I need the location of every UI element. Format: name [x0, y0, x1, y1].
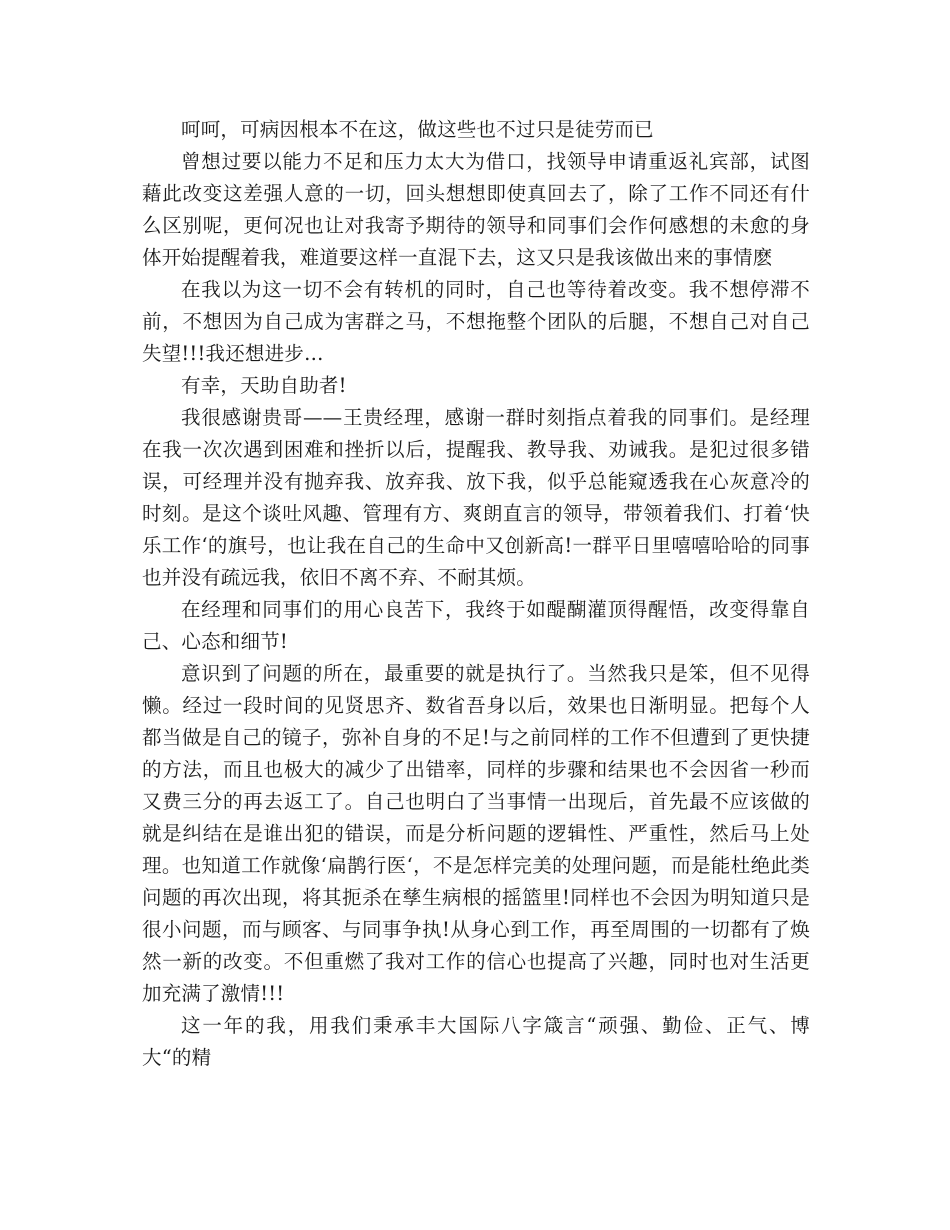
paragraph: 呵呵，可病因根本不在这，做这些也不过只是徒劳而已: [181, 118, 654, 141]
paragraph: 我很感谢贵哥——王贵经理，感谢一群时刻指点着我的同事们。是经理在我一次次遇到困难和挫折以后，提醒我、教导我、劝诫我。是犯过很多错误，可经理并没有抛弃我、放弃我、放下我，似乎总能窥透我在心灰意冷的时刻。是这个谈吐风趣、管理有方、爽朗直言的领导，带领着我们、打着‘快乐工作‘的旗号，也让我在自己的生命中又创新高!一群平日里嘻嘻哈哈的同事也并没有疏远我，依旧不离不弃、不耐其烦。: [142, 406, 810, 589]
paragraph: 曾想过要以能力不足和压力太大为借口，找领导申请重返礼宾部，试图藉此改变这差强人意的一切，回头想想即使真回去了，除了工作不同还有什么区别呢，更何况也让对我寄予期待的领导和同事们会作何感想的未愈的身体开始提醒着我，难道要这样一直混下去，这又只是我该做出来的事情麽: [142, 150, 810, 269]
paragraph: 在我以为这一切不会有转机的同时，自己也等待着改变。我不想停滞不前，不想因为自己成为害群之马，不想拖整个团队的后腿，不想自己对自己失望!!!我还想进步…: [142, 278, 810, 365]
paragraph: 意识到了问题的所在，最重要的就是执行了。当然我只是笨，但不见得懒。经过一段时间的见贤思齐、数省吾身以后，效果也日渐明显。把每个人都当做是自己的镜子，弥补自身的不足!与之前同样的工作不但遭到了更快捷的方法，而且也极大的减少了出错率，同样的步骤和结果也不会因省一秒而又费三分的再去返工了。自己也明白了当事情一出现后，首先最不应该做的就是纠结在是谁出犯的错误，而是分析问题的逻辑性、严重性，然后马上处理。也知道工作就像‘扁鹊行医‘，不是怎样完美的处理问题，而是能杜绝此类问题的再次出现，将其扼杀在孳生病根的摇篮里!同样也不会因为明知道只是很小问题，而与顾客、与同事争执!从身心到工作，再至周围的一切都有了焕然一新的改变。不但重燃了我对工作的信心也提高了兴趣，同时也对生活更加充满了激情!!!: [142, 662, 810, 1005]
document-body: [142, 114, 810, 1074]
paragraph: 有幸，天助自助者!: [181, 374, 347, 397]
paragraph: 这一年的我，用我们秉承丰大国际八字箴言“顽强、勤俭、正气、博大“的精: [142, 1014, 810, 1069]
paragraph: 在经理和同事们的用心良苦下，我终于如醍醐灌顶得醒悟，改变得靠自己、心态和细节!: [142, 598, 810, 653]
